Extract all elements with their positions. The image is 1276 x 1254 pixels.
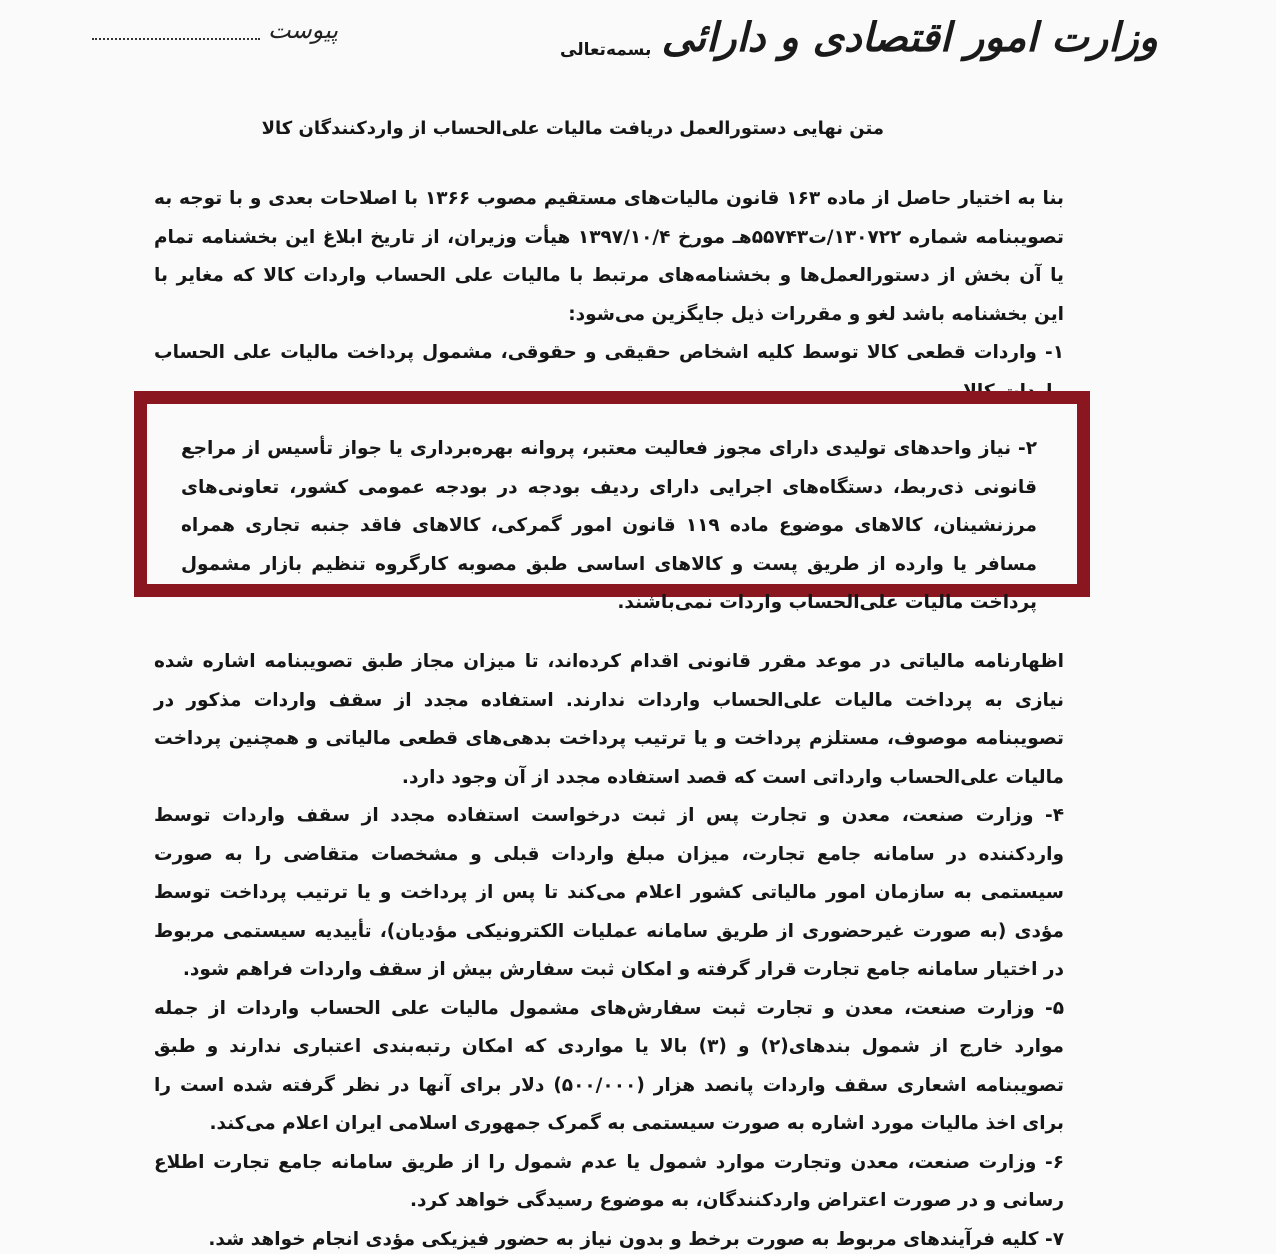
document-body xyxy=(154,180,1064,1254)
attachment-field xyxy=(92,16,338,44)
highlighted-clause-box xyxy=(134,391,1090,613)
attachment-dotted-line xyxy=(92,20,260,40)
intro-paragraph: بنا به اختیار حاصل از ماده ۱۶۳ قانون مالیات‌های مستقیم مصوب ۱۳۶۶ با اصلاحات بعدی و با توجه به تصویبنامه شماره ۱۳۰۷۲۲/ت۵۵۷۴۳هـ مورخ ۱۳۹۷/۱۰/۴ هیأت وزیران، از تاریخ ابلاغ این بخشنامه تمام یا آن بخش از دستورالعمل‌ها و بخشنامه‌های مرتبط با مالیات علی الحساب واردات کالا که مغایر با این بخشنامه باشد لغو و مقررات ذیل جایگزین می‌شود: xyxy=(154,188,1064,325)
clause-4: ۴- وزارت صنعت، معدن و تجارت پس از ثبت درخواست استفاده مجدد از سقف واردات توسط واردکننده در سامانه جامع تجارت، میزان مبلغ واردات قبلی و مشخصات متقاضی را به صورت سیستمی به سازمان امور مالیاتی کشور اعلام می‌کند تا پس از پرداخت و یا ترتیب پرداخت توسط مؤدی (به صورت غیرحضوری از طریق سامانه عملیات الکترونیکی مؤدیان)، تأییدیه سیستمی مربوط در اختیار سامانه جامع تجارت قرار گرفته و امکان ثبت سفارش بیش از سقف واردات فراهم شود. xyxy=(154,805,1064,980)
clause-5: ۵- وزارت صنعت، معدن و تجارت ثبت سفارش‌های مشمول مالیات علی الحساب واردات از جمله موارد خارج از شمول بندهای(۲) و (۳) بالا یا مواردی که امکان رتبه‌بندی اعتباری ندارند و طبق تصویبنامه اشعاری سقف واردات پانصد هزار (۵۰۰/۰۰۰) دلار برای آنها در نظر گرفته شده است را برای اخذ مالیات مورد اشاره به صورت سیستمی به گمرک جمهوری اسلامی ایران اعلام می‌کند. xyxy=(154,997,1064,1134)
bismillah-heading: بسمه‌تعالی xyxy=(560,40,652,60)
document-title: متن نهایی دستورالعمل دریافت مالیات علی‌الحساب از واردکنندگان کالا xyxy=(261,118,884,139)
clause-3-continued: اظهارنامه مالیاتی در موعد مقرر قانونی اقدام کرده‌اند، تا میزان مجاز طبق تصویبنامه اشاره شده نیازی به پرداخت مالیات علی‌الحساب واردات ندارند. استفاده مجدد از سقف واردات مذکور در تصویبنامه موصوف، مستلزم پرداخت و یا ترتیب پرداخت بدهی‌های قطعی مالیاتی و همچنین پرداخت مالیات علی‌الحساب وارداتی است که قصد استفاده مجدد از آن وجود دارد. xyxy=(154,651,1064,788)
clause-7: ۷- کلیه فرآیندهای مربوط به صورت برخط و بدون نیاز به حضور فیزیکی مؤدی انجام خواهد شد. xyxy=(208,1228,1064,1250)
clause-6: ۶- وزارت صنعت، معدن وتجارت موارد شمول یا عدم شمول را از طریق سامانه جامع تجارت اطلاع رسانی و در صورت اعتراض واردکنندگان، به موضوع رسیدگی خواهد کرد. xyxy=(154,1151,1064,1211)
clause-1: ۱- واردات قطعی کالا توسط کلیه اشخاص حقیقی و حقوقی، مشمول پرداخت مالیات علی الحساب xyxy=(154,342,1064,363)
clause-2: ۲- نیاز واحدهای تولیدی دارای مجوز فعالیت معتبر، پروانه بهره‌برداری یا جواز تأسیس از مراجع قانونی ذی‌ربط، دستگاه‌های اجرایی دارای ردیف بودجه در بودجه عمومی کشور، تعاونی‌های مرزنشینان، کالاهای موضوع ماده ۱۱۹ قانون امور گمرکی، کالاهای فاقد جنبه تجاری همراه مسافر یا وارده از طریق پست و کالاهای اساسی طبق مصوبه کارگروه تنظیم بازار مشمول پرداخت مالیات علی‌الحساب واردات نمی‌باشند. xyxy=(181,438,1037,613)
ministry-letterhead: وزارت امور اقتصادی و دارائی xyxy=(661,14,1158,61)
attachment-label: پیوست xyxy=(268,16,338,44)
